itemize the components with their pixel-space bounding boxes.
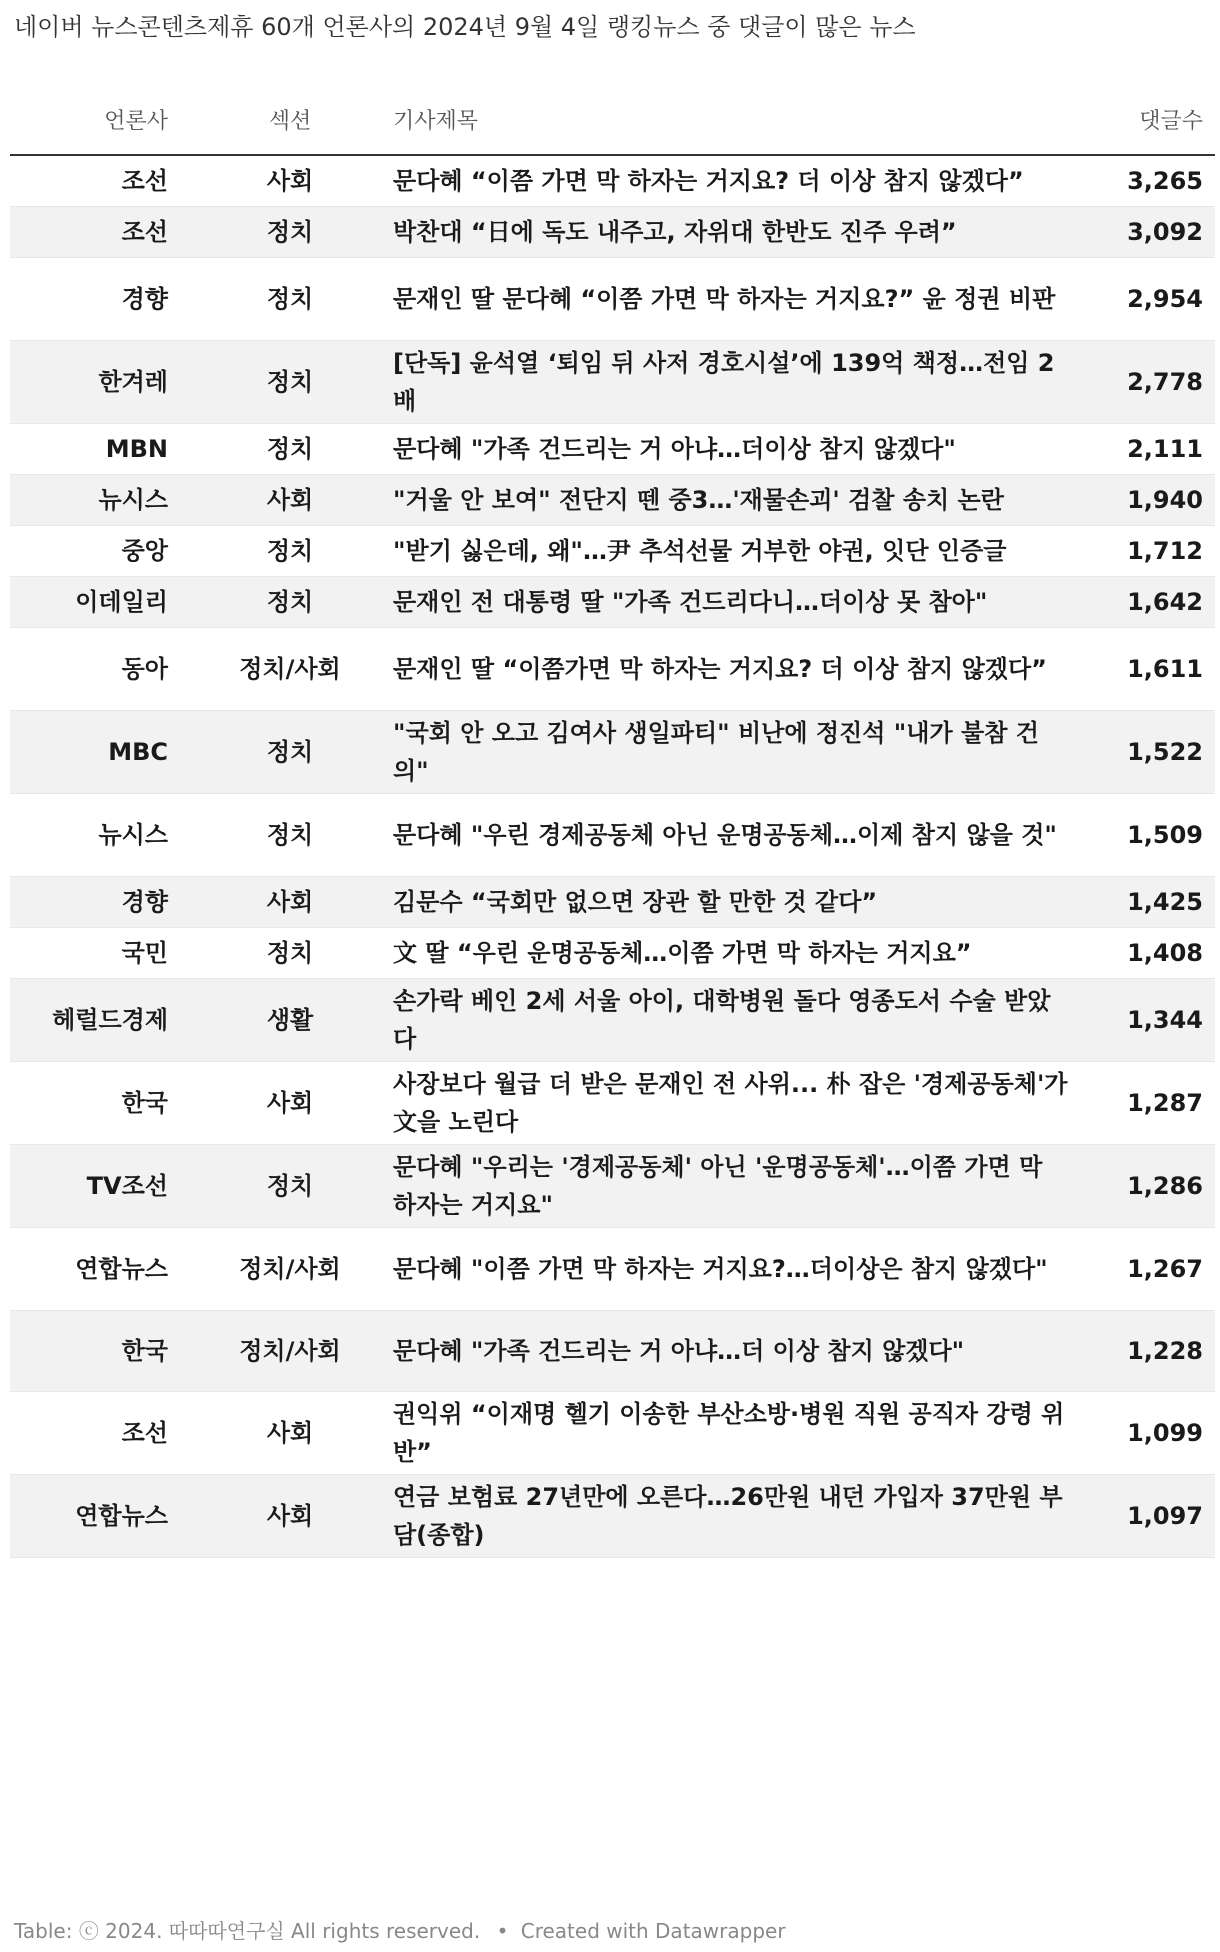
cell-section: 정치 xyxy=(266,368,314,396)
cell-press: 뉴시스 xyxy=(98,486,168,514)
cell-headline[interactable]: 문재인 전 대통령 딸 "가족 건드리다니…더이상 못 참아" xyxy=(393,588,988,616)
table-row xyxy=(10,928,1215,979)
table-row xyxy=(10,207,1215,258)
cell-headline[interactable]: 문다혜 "이쯤 가면 막 하자는 거지요?…더이상은 참지 않겠다" xyxy=(393,1255,1048,1283)
cell-press: 이데일리 xyxy=(75,588,168,616)
cell-comments: 1,097 xyxy=(1127,1502,1203,1530)
table-row xyxy=(10,258,1215,341)
cell-comments: 1,611 xyxy=(1127,655,1203,683)
cell-comments: 1,228 xyxy=(1127,1337,1203,1365)
cell-press: MBC xyxy=(108,738,168,766)
table-row xyxy=(10,526,1215,577)
cell-comments: 3,092 xyxy=(1127,218,1203,246)
cell-section: 사회 xyxy=(266,888,314,916)
cell-press: 한겨레 xyxy=(98,368,168,396)
cell-comments: 3,265 xyxy=(1127,167,1203,195)
cell-comments: 1,344 xyxy=(1127,1006,1203,1034)
cell-headline[interactable]: "거울 안 보여" 전단지 뗀 중3…'재물손괴' 검찰 송치 논란 xyxy=(393,486,1004,514)
cell-section: 정치 xyxy=(266,1172,314,1200)
cell-headline[interactable]: 문다혜 "우린 경제공동체 아닌 운명공동체…이제 참지 않을 것" xyxy=(393,821,1057,849)
cell-press: 한국 xyxy=(121,1337,168,1365)
cell-section: 정치 xyxy=(266,285,314,313)
cell-press: 중앙 xyxy=(121,537,168,565)
cell-headline[interactable]: 文 딸 “우린 운명공동체…이쯤 가면 막 하자는 거지요” xyxy=(393,939,972,967)
cell-headline[interactable]: 문재인 딸 “이쯤가면 막 하자는 거지요? 더 이상 참지 않겠다” xyxy=(393,655,1047,683)
cell-headline[interactable]: 사장보다 월급 더 받은 문재인 전 사위... 朴 잡은 '경제공동체'가 文을 노린다 xyxy=(393,1070,1068,1136)
cell-press: 뉴시스 xyxy=(98,821,168,849)
cell-headline[interactable]: 박찬대 “日에 독도 내주고, 자위대 한반도 진주 우려” xyxy=(393,218,957,246)
cell-section: 사회 xyxy=(266,167,314,195)
cell-section: 정치 xyxy=(266,435,314,463)
table-row xyxy=(10,1062,1215,1145)
cell-comments: 1,408 xyxy=(1127,939,1203,967)
cell-section: 사회 xyxy=(266,1089,314,1117)
cell-headline[interactable]: 손가락 베인 2세 서울 아이, 대학병원 돌다 영종도서 수술 받았다 xyxy=(393,987,1051,1053)
table-row xyxy=(10,877,1215,928)
cell-press: 한국 xyxy=(121,1089,168,1117)
table-row xyxy=(10,1475,1215,1558)
table-row xyxy=(10,475,1215,526)
cell-comments: 1,286 xyxy=(1127,1172,1203,1200)
table-body xyxy=(10,156,1215,1558)
chart-title: 네이버 뉴스콘텐츠제휴 60개 언론사의 2024년 9월 4일 랭킹뉴스 중 댓글이 많은 뉴스 xyxy=(14,13,916,41)
data-table xyxy=(10,94,1215,1558)
cell-comments: 1,287 xyxy=(1127,1089,1203,1117)
cell-comments: 2,778 xyxy=(1127,368,1203,396)
table-row xyxy=(10,1311,1215,1392)
cell-comments: 1,522 xyxy=(1127,738,1203,766)
column-header-headline[interactable]: 기사제목 xyxy=(393,109,479,134)
cell-press: 조선 xyxy=(121,218,168,246)
footer xyxy=(14,1915,786,1944)
table-row xyxy=(10,1228,1215,1311)
cell-comments: 1,425 xyxy=(1127,888,1203,916)
cell-comments: 1,267 xyxy=(1127,1255,1203,1283)
cell-headline[interactable]: 문다혜 “이쯤 가면 막 하자는 거지요? 더 이상 참지 않겠다” xyxy=(393,167,1024,195)
footer-separator: • xyxy=(496,1919,509,1943)
table-row xyxy=(10,577,1215,628)
cell-comments: 1,099 xyxy=(1127,1419,1203,1447)
table-header xyxy=(10,94,1215,156)
cell-section: 정치 xyxy=(266,939,314,967)
cell-section: 정치/사회 xyxy=(239,1255,341,1283)
cell-headline[interactable]: [단독] 윤석열 ‘퇴임 뒤 사저 경호시설’에 139억 책정…전임 2배 xyxy=(393,349,1055,415)
cell-section: 정치 xyxy=(266,588,314,616)
cell-section: 정치 xyxy=(266,218,314,246)
table-row xyxy=(10,341,1215,424)
column-header-comments[interactable]: 댓글수 xyxy=(1139,109,1203,134)
cell-press: 동아 xyxy=(121,655,168,683)
cell-press: 경향 xyxy=(121,888,168,916)
cell-comments: 2,954 xyxy=(1127,285,1203,313)
footer-credit: Table: ⓒ 2024. 따따따연구실 All rights reserved. xyxy=(14,1919,481,1943)
cell-section: 정치/사회 xyxy=(239,655,341,683)
table-row xyxy=(10,794,1215,877)
cell-section: 정치 xyxy=(266,537,314,565)
cell-headline[interactable]: "국회 안 오고 김여사 생일파티" 비난에 정진석 "내가 불참 건의" xyxy=(393,719,1039,785)
table-row xyxy=(10,424,1215,475)
cell-section: 사회 xyxy=(266,486,314,514)
cell-comments: 2,111 xyxy=(1127,435,1203,463)
cell-press: 조선 xyxy=(121,167,168,195)
column-header-press[interactable]: 언론사 xyxy=(104,109,168,134)
cell-section: 정치/사회 xyxy=(239,1337,341,1365)
cell-headline[interactable]: 문다혜 "가족 건드리는 거 아냐…더이상 참지 않겠다" xyxy=(393,435,956,463)
cell-press: 연합뉴스 xyxy=(75,1502,168,1530)
cell-press: 연합뉴스 xyxy=(75,1255,168,1283)
cell-comments: 1,642 xyxy=(1127,588,1203,616)
cell-headline[interactable]: 연금 보험료 27년만에 오른다…26만원 내던 가입자 37만원 부담(종합) xyxy=(393,1483,1063,1549)
cell-press: 국민 xyxy=(121,939,168,967)
cell-press: 헤럴드경제 xyxy=(52,1006,168,1034)
column-header-section[interactable]: 섹션 xyxy=(268,109,312,134)
table-row xyxy=(10,1145,1215,1228)
cell-comments: 1,509 xyxy=(1127,821,1203,849)
cell-press: 조선 xyxy=(121,1419,168,1447)
table-row xyxy=(10,979,1215,1062)
cell-headline[interactable]: 문재인 딸 문다혜 “이쯤 가면 막 하자는 거지요?” 윤 정권 비판 xyxy=(393,285,1056,313)
cell-section: 생활 xyxy=(266,1006,314,1034)
cell-section: 사회 xyxy=(266,1502,314,1530)
cell-section: 정치 xyxy=(266,821,314,849)
cell-press: TV조선 xyxy=(86,1172,168,1200)
cell-section: 사회 xyxy=(266,1419,314,1447)
table-row xyxy=(10,628,1215,711)
cell-comments: 1,712 xyxy=(1127,537,1203,565)
footer-made-with-link[interactable]: Created with Datawrapper xyxy=(520,1919,786,1943)
table-row xyxy=(10,156,1215,207)
cell-press: 경향 xyxy=(121,285,168,313)
cell-headline[interactable]: 김문수 “국회만 없으면 장관 할 만한 것 같다” xyxy=(393,888,878,916)
cell-headline[interactable]: 권익위 “이재명 헬기 이송한 부산소방·병원 직원 공직자 강령 위반” xyxy=(393,1400,1065,1466)
table-row xyxy=(10,1392,1215,1475)
cell-headline[interactable]: 문다혜 "우리는 '경제공동체' 아닌 '운명공동체'…이쯤 가면 막 하자는 거지요" xyxy=(393,1153,1043,1219)
cell-comments: 1,940 xyxy=(1127,486,1203,514)
table-row xyxy=(10,711,1215,794)
cell-headline[interactable]: "받기 싫은데, 왜"…尹 추석선물 거부한 야권, 잇단 인증글 xyxy=(393,537,1007,565)
cell-headline[interactable]: 문다혜 "가족 건드리는 거 아냐…더 이상 참지 않겠다" xyxy=(393,1337,965,1365)
cell-section: 정치 xyxy=(266,738,314,766)
cell-press: MBN xyxy=(105,435,168,463)
